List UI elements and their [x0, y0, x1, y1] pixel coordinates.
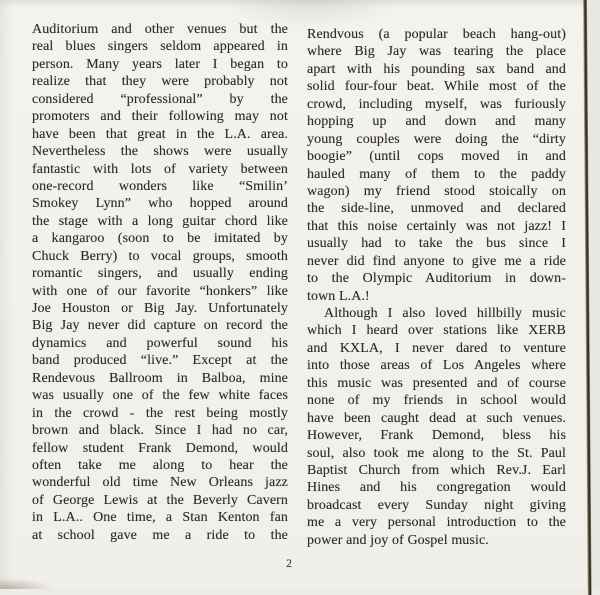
text-line: was usually one of the few white faces: [32, 388, 288, 404]
text-line: usually had to take the bus since I: [307, 236, 566, 252]
text-line: never did find anyone to give me a ride: [307, 253, 566, 269]
text-line: in L.A.. One time, a Stan Kenton fan: [32, 510, 288, 526]
text-line: have been caught dead at such venues.: [307, 410, 566, 426]
text-line: wagon) my friend stood stoically on: [307, 183, 566, 199]
text-line: realize that they were probably not: [32, 74, 288, 90]
text-column-left: [32, 21, 288, 544]
text-line: Smokey Lynn” who hopped around: [32, 196, 288, 212]
text-line: Chuck Berry) to vocal groups, smooth: [32, 248, 288, 264]
text-line: Rendvous (a popular beach hang-out): [307, 27, 566, 42]
text-line: that this noise certainly was not jazz! I: [307, 218, 566, 234]
text-line: hauled many of them to the paddy: [307, 166, 566, 182]
page-number: 2: [286, 558, 292, 570]
text-line: one-record wonders like “Smilin’: [32, 178, 288, 194]
text-line: in the crowd - the rest being mostly: [32, 405, 288, 421]
text-line: hopping up and down and many: [307, 114, 566, 130]
text-line: solid four-four beat. While most of the: [307, 79, 566, 95]
text-line: the stage with a long guitar chord like: [32, 213, 288, 229]
text-line: often take me along to hear the: [32, 457, 288, 473]
text-line: promoters and their following may not: [32, 109, 288, 125]
text-line: of George Lewis at the Beverly Cavern: [32, 492, 288, 508]
text-line: Although I also loved hillbilly music: [324, 306, 566, 321]
text-line: none of my friends in school would: [307, 393, 566, 409]
text-line: boogie” (until cops moved in and: [307, 149, 566, 165]
text-line: wonderful old time New Orleans jazz: [32, 475, 288, 491]
text-line: Auditorium and other venues but the: [32, 22, 288, 37]
text-line: person. Many years later I began to: [32, 56, 288, 72]
text-line: a kangaroo (soon to be imitated by: [32, 231, 288, 247]
text-line: Big Jay never did capture on record the: [32, 318, 288, 334]
text-line: and KXLA, I never dared to venture: [307, 340, 566, 356]
text-line: Rendevous Ballroom in Balboa, mine: [32, 370, 288, 386]
text-line: band produced “live.” Except at the: [32, 353, 288, 369]
text-line: where Big Jay was tearing the place: [307, 44, 566, 60]
text-line: soul, also took me along to the St. Paul: [307, 445, 566, 461]
text-line: young couples were doing the “dirty: [307, 131, 566, 147]
text-line: dynamics and powerful sound his: [32, 335, 288, 351]
text-line: me a very personal introduction to the: [307, 515, 566, 531]
text-line: brown and black. Since I had no car,: [32, 423, 288, 439]
text-line: town L.A.!: [307, 288, 370, 304]
text-line: real blues singers seldom appeared in: [32, 39, 288, 55]
text-line: with one of our favorite “honkers” like: [32, 283, 288, 299]
text-line: considered “professional” by the: [32, 91, 288, 107]
text-line: to the Olympic Auditorium in down-: [307, 271, 566, 287]
text-line: crowd, including myself, was furiously: [307, 96, 566, 112]
text-line: the side-line, unmoved and declared: [307, 201, 566, 217]
text-line: Nevertheless the shows were usually: [32, 144, 288, 160]
text-line: romantic singers, and usually ending: [32, 266, 288, 282]
text-line: However, Frank Demond, bless his: [307, 428, 566, 444]
text-line: Joe Houston or Big Jay. Unfortunately: [32, 301, 288, 316]
text-line: into those areas of Los Angeles where: [307, 358, 566, 374]
text-line: apart with his pounding sax band and: [307, 61, 566, 77]
text-line: fellow student Frank Demond, would: [32, 440, 288, 456]
text-line: broadcast every Sunday night giving: [307, 497, 566, 513]
text-line: this music was presented and of course: [307, 375, 566, 391]
text-line: Hines and his congregation would: [307, 480, 566, 496]
text-line: which I heard over stations like XERB: [307, 323, 566, 339]
text-line: fantastic with lots of variety between: [32, 161, 288, 177]
text-line: at school gave me a ride to the: [32, 527, 288, 543]
text-line: have been that great in the L.A. area.: [32, 126, 288, 142]
text-line: Baptist Church from which Rev.J. Earl: [307, 462, 566, 478]
text-column-right: [307, 26, 566, 549]
text-line: power and joy of Gospel music.: [307, 532, 489, 548]
